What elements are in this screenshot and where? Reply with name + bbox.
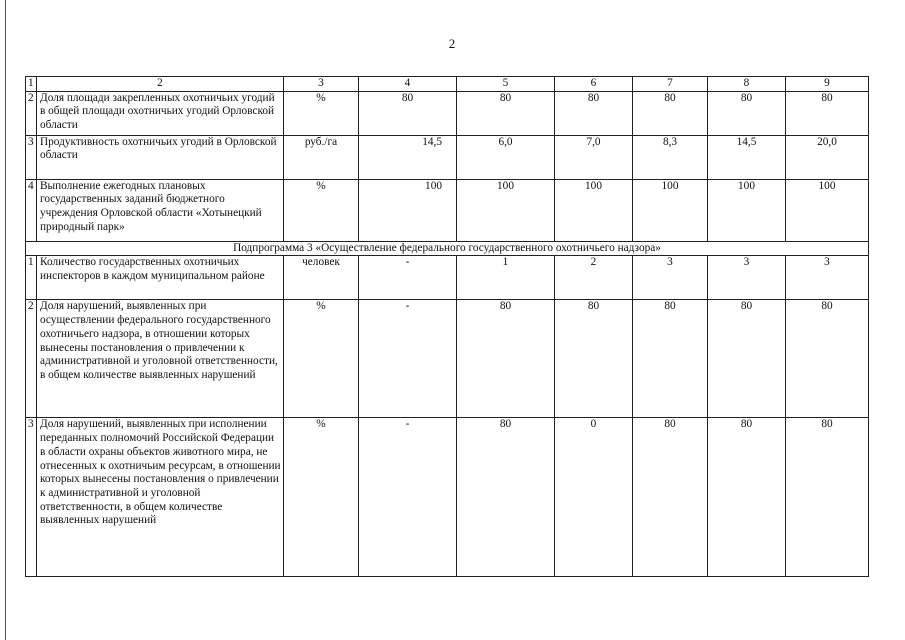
indicator-name: Продуктивность охотничьих угодий в Орловской области bbox=[37, 135, 284, 179]
value-cell: - bbox=[359, 256, 457, 300]
table-row bbox=[26, 179, 869, 241]
row-number: 1 bbox=[26, 256, 37, 300]
value-cell: 80 bbox=[708, 91, 786, 135]
column-number-row bbox=[26, 77, 869, 92]
page-number: 2 bbox=[448, 36, 456, 51]
header-cell: 3 bbox=[284, 77, 359, 92]
header-cell: 8 bbox=[708, 77, 786, 92]
value-cell: 80 bbox=[457, 418, 555, 577]
value-cell: 80 bbox=[359, 91, 457, 135]
value-cell: 8,3 bbox=[633, 135, 708, 179]
header-cell: 5 bbox=[457, 77, 555, 92]
value-cell: 100 bbox=[708, 179, 786, 241]
value-cell: 80 bbox=[555, 91, 633, 135]
table-row bbox=[26, 418, 869, 577]
unit-cell: % bbox=[284, 91, 359, 135]
value-cell: 3 bbox=[708, 256, 786, 300]
header-cell: 2 bbox=[37, 77, 284, 92]
value-cell: 80 bbox=[555, 300, 633, 418]
unit-cell: человек bbox=[284, 256, 359, 300]
table-row bbox=[26, 256, 869, 300]
value-cell: 100 bbox=[786, 179, 869, 241]
value-cell: 3 bbox=[786, 256, 869, 300]
unit-cell: % bbox=[284, 418, 359, 577]
table-row bbox=[26, 300, 869, 418]
left-margin-line bbox=[5, 0, 6, 640]
value-cell: 100 bbox=[633, 179, 708, 241]
value-cell: 100 bbox=[555, 179, 633, 241]
value-cell: 80 bbox=[786, 91, 869, 135]
value-cell: 100 bbox=[359, 179, 457, 241]
value-cell: - bbox=[359, 300, 457, 418]
value-cell: - bbox=[359, 418, 457, 577]
value-cell: 80 bbox=[633, 300, 708, 418]
indicator-name: Количество государственных охотничьих инспекторов в каждом муниципальном районе bbox=[37, 256, 284, 300]
header-cell: 9 bbox=[786, 77, 869, 92]
value-cell: 80 bbox=[708, 300, 786, 418]
value-cell: 20,0 bbox=[786, 135, 869, 179]
value-cell: 80 bbox=[786, 300, 869, 418]
value-cell: 2 bbox=[555, 256, 633, 300]
unit-cell: % bbox=[284, 300, 359, 418]
value-cell: 14,5 bbox=[708, 135, 786, 179]
value-cell: 14,5 bbox=[359, 135, 457, 179]
value-cell: 80 bbox=[633, 418, 708, 577]
value-cell: 7,0 bbox=[555, 135, 633, 179]
indicator-name: Доля площади закрепленных охотничьих угодий в общей площади охотничьих угодий Орловской области bbox=[37, 91, 284, 135]
row-number: 4 bbox=[26, 179, 37, 241]
value-cell: 100 bbox=[457, 179, 555, 241]
row-number: 2 bbox=[26, 91, 37, 135]
header-cell: 7 bbox=[633, 77, 708, 92]
value-cell: 6,0 bbox=[457, 135, 555, 179]
header-cell: 6 bbox=[555, 77, 633, 92]
table-row bbox=[26, 135, 869, 179]
header-cell: 1 bbox=[26, 77, 37, 92]
value-cell: 80 bbox=[708, 418, 786, 577]
table-row bbox=[26, 91, 869, 135]
indicators-table bbox=[25, 76, 869, 577]
subprogram-title: Подпрограмма 3 «Осуществление федерального государственного охотничьего надзора» bbox=[26, 241, 869, 256]
unit-cell: % bbox=[284, 179, 359, 241]
row-number: 3 bbox=[26, 418, 37, 577]
indicator-name: Доля нарушений, выявленных при исполнении переданных полномочий Российской Федерации в области охраны объектов животного мира, не отнесенных к охотничьим ресурсам, в отношении которых вынесены постановления о привлечении к административной и уголовной ответственности, в общем количестве выявленных нарушений bbox=[37, 418, 284, 577]
indicator-name: Выполнение ежегодных плановых государственных заданий бюджетного учреждения Орловской области «Хотынецкий природный парк» bbox=[37, 179, 284, 241]
subprogram-row bbox=[26, 241, 869, 256]
value-cell: 80 bbox=[786, 418, 869, 577]
value-cell: 3 bbox=[633, 256, 708, 300]
unit-cell: руб./га bbox=[284, 135, 359, 179]
row-number: 3 bbox=[26, 135, 37, 179]
value-cell: 0 bbox=[555, 418, 633, 577]
row-number: 2 bbox=[26, 300, 37, 418]
value-cell: 1 bbox=[457, 256, 555, 300]
indicator-name: Доля нарушений, выявленных при осуществлении федерального государственного охотничьего надзора, в отношении которых вынесены постановления о привлечении к административной и уголовной ответственности, в общем количестве выявленных нарушений bbox=[37, 300, 284, 418]
value-cell: 80 bbox=[457, 300, 555, 418]
header-cell: 4 bbox=[359, 77, 457, 92]
value-cell: 80 bbox=[633, 91, 708, 135]
value-cell: 80 bbox=[457, 91, 555, 135]
